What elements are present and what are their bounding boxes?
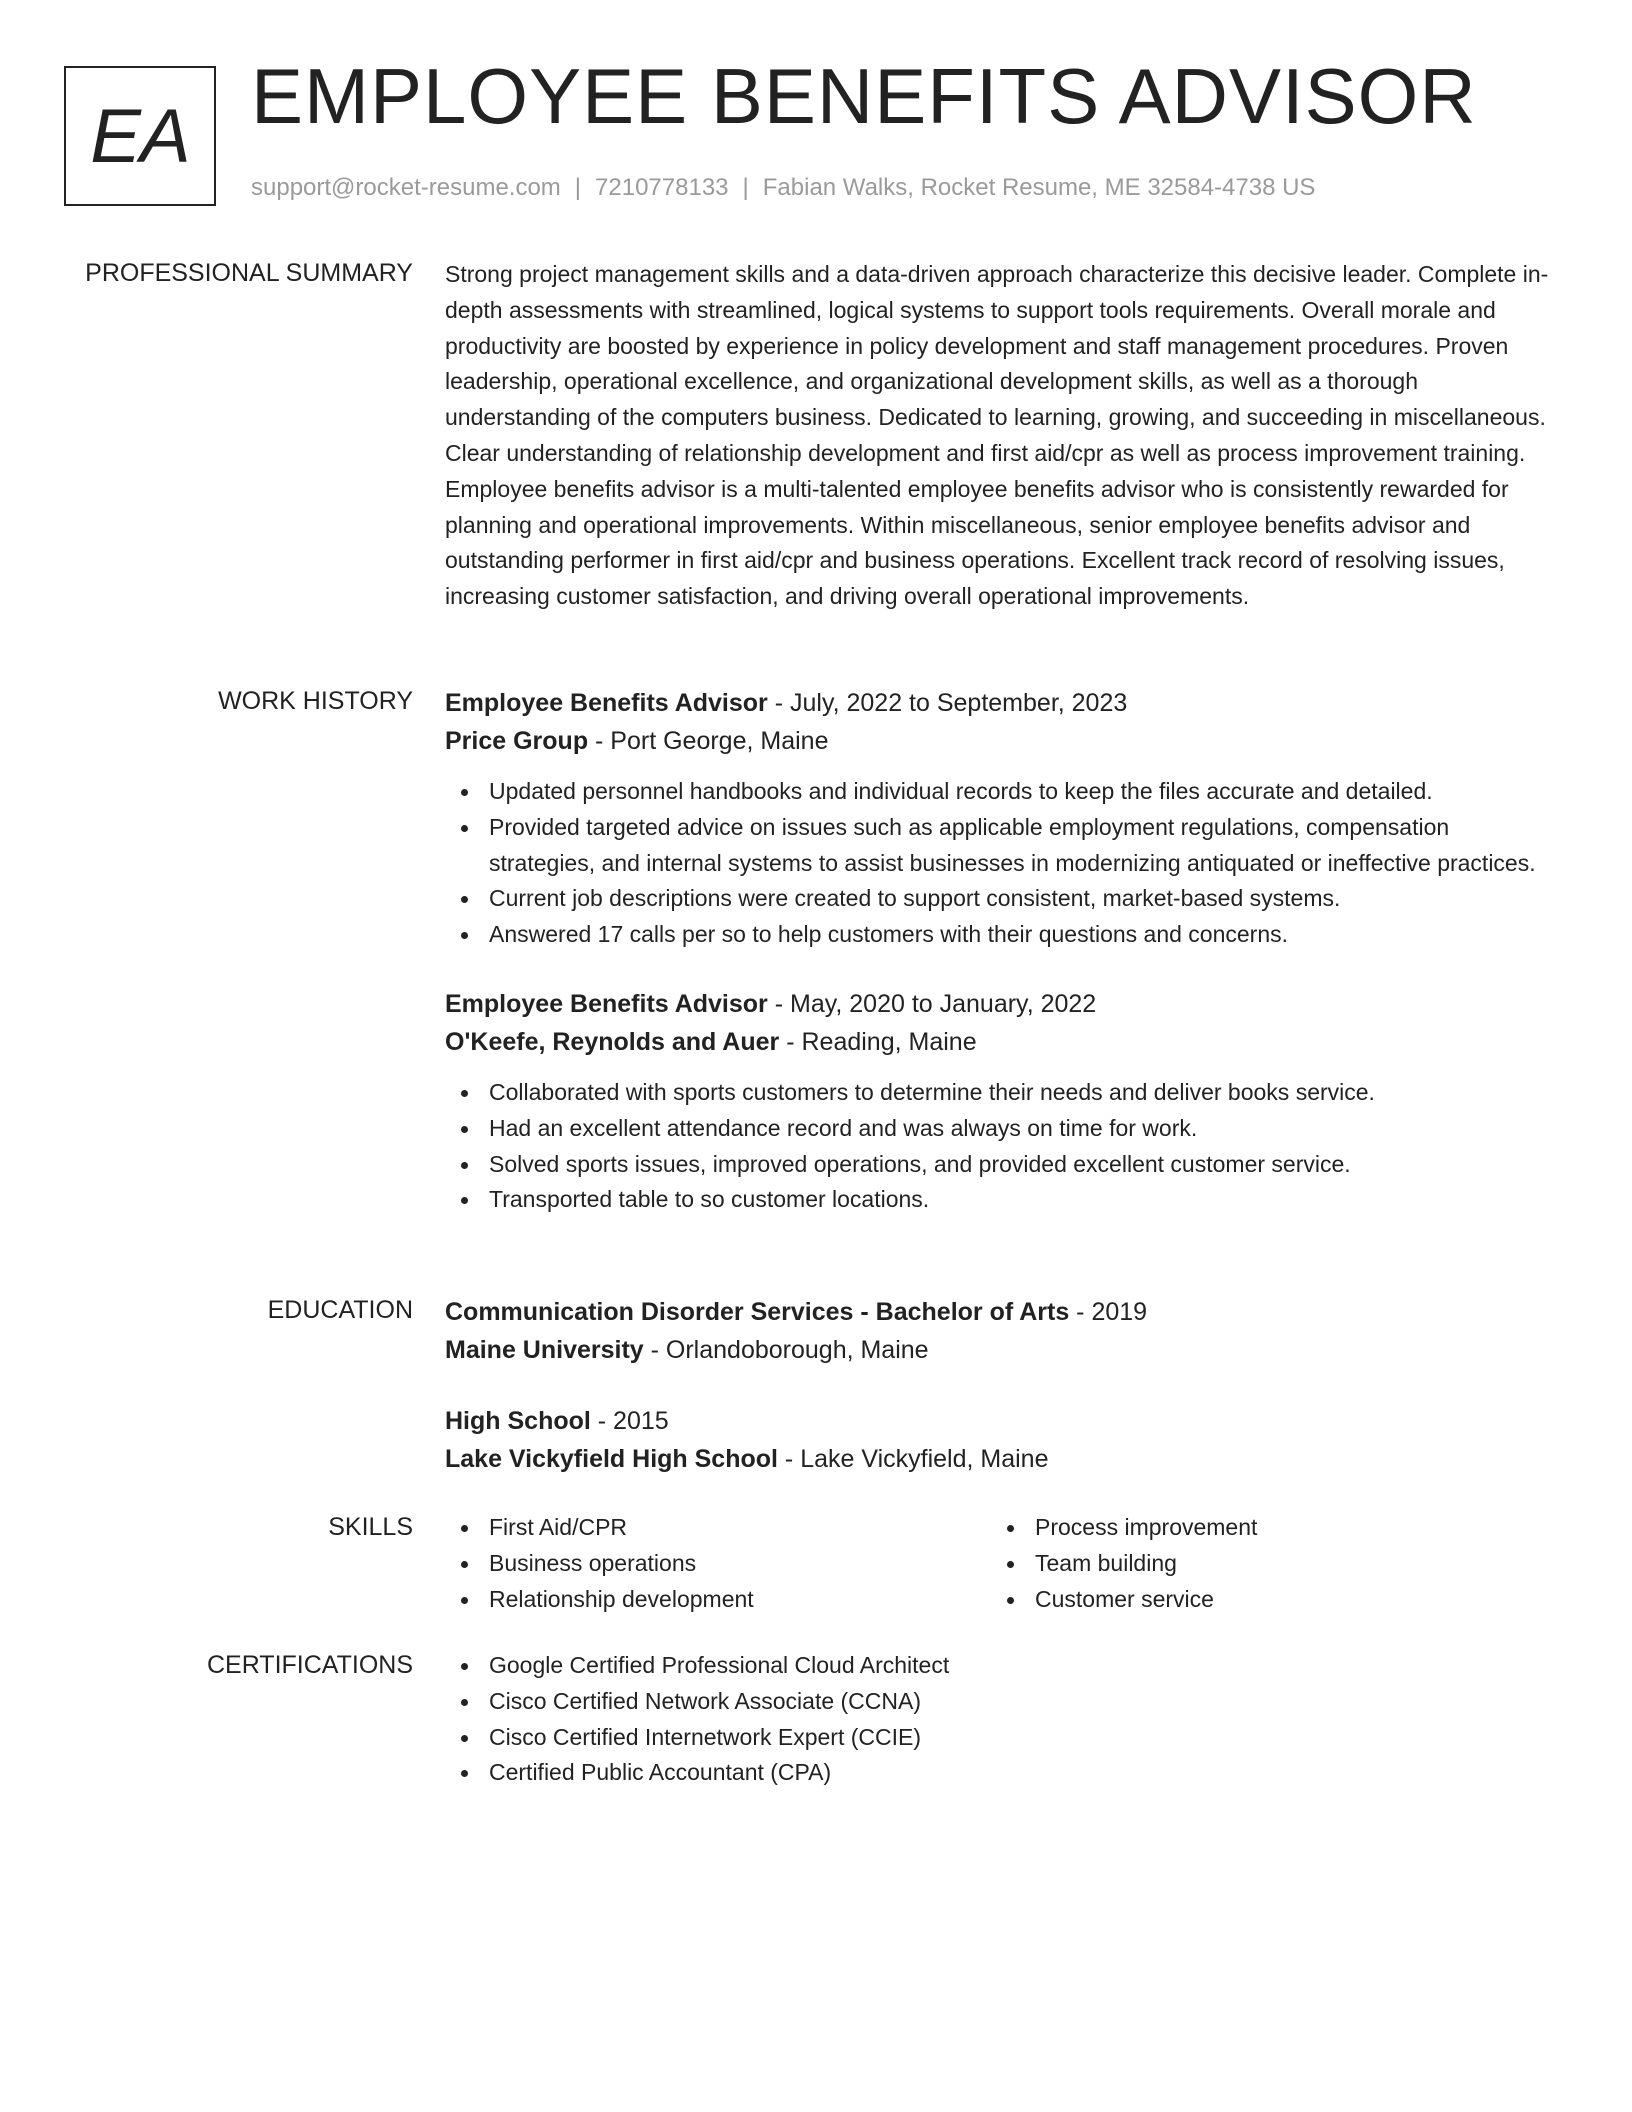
job-company: Price Group [445,727,589,755]
job-bullets [445,774,1560,953]
list-item: Provided targeted advice on issues such as applicable employment regulations, compensation strategies, and internal systems to assist businesses in modernizing antiquated or ineffective practices. [445,810,1560,882]
skills-column-left [445,1510,991,1617]
education-school-line [445,1440,1560,1478]
skills-column-right [991,1510,1537,1617]
skill-item: Business operations [445,1546,991,1582]
monogram-logo: EA [64,66,216,206]
skill-item: Process improvement [991,1510,1537,1546]
section-heading-skills: SKILLS [328,1513,413,1541]
list-item: Transported table to so customer locations. [445,1182,1560,1218]
job-bullets [445,1075,1560,1218]
education-body [445,1293,1560,1478]
certification-item: Cisco Certified Internetwork Expert (CCIE) [445,1720,1560,1756]
work-history-body [445,684,1560,1218]
education-degree: Communication Disorder Services - Bachelor of Arts [445,1298,1070,1326]
contact-line [251,174,1315,202]
list-item: Updated personnel handbooks and individual records to keep the files accurate and detailed. [445,774,1560,810]
education-degree-line [445,1293,1560,1331]
education-entry [445,1293,1560,1369]
certifications-body [445,1648,1560,1791]
education-school-line [445,1331,1560,1369]
education-location: - Lake Vickyfield, Maine [777,1445,1049,1473]
education-degree: High School [445,1407,591,1435]
job-entry [445,684,1560,953]
skill-item: Customer service [991,1582,1537,1618]
list-item: Collaborated with sports customers to determine their needs and deliver books service. [445,1075,1560,1111]
job-company-line [445,722,1560,760]
section-heading-work-history: WORK HISTORY [218,687,413,715]
list-item: Solved sports issues, improved operations, and provided excellent customer service. [445,1147,1560,1183]
certification-item: Google Certified Professional Cloud Architect [445,1648,1560,1684]
list-item: Had an excellent attendance record and was always on time for work. [445,1111,1560,1147]
skills-body [445,1510,1560,1617]
summary-text: Strong project management skills and a data-driven approach characterize this decisive leader. Complete in-depth assessments with streamlined, logical systems to support tools requirements. Overall morale and productivity are boosted by experience in policy development and staff management procedures. Proven leadership, operational excellence, and organizational development skills, as well as a thorough understanding of the computers business. Dedicated to learning, growing, and succeeding in miscellaneous. Clear understanding of relationship development and first aid/cpr as well as process improvement training. Employee benefits advisor is a multi-talented employee benefits advisor who is consistently rewarded for planning and operational improvements. Within miscellaneous, senior employee benefits advisor and outstanding performer in first aid/cpr and business operations. Excellent track record of resolving issues, increasing customer satisfaction, and driving overall operational improvements. [445,261,1549,610]
job-location: - Reading, Maine [779,1027,977,1056]
skills-grid [445,1510,1560,1617]
section-heading-summary: PROFESSIONAL SUMMARY [85,259,413,287]
section-heading-education: EDUCATION [267,1296,413,1324]
skill-item: First Aid/CPR [445,1510,991,1546]
education-school: Lake Vickyfield High School [445,1445,778,1473]
contact-separator: | [574,174,582,201]
education-year: - 2019 [1069,1298,1148,1326]
page-title: EMPLOYEE BENEFITS ADVISOR [251,52,1477,140]
job-location: - Port George, Maine [588,727,829,755]
contact-address: Fabian Walks, Rocket Resume, ME 32584-4738 US [762,174,1316,201]
education-location: - Orlandoborough, Maine [643,1336,929,1364]
job-company: O'Keefe, Reynolds and Auer [445,1027,780,1056]
certification-item: Cisco Certified Network Associate (CCNA) [445,1684,1560,1720]
skill-item: Team building [991,1546,1537,1582]
certifications-list [445,1648,1560,1791]
job-dates: - July, 2022 to September, 2023 [767,689,1128,717]
education-entry [445,1402,1560,1478]
contact-email: support@rocket-resume.com [251,174,561,201]
job-entry [445,985,1560,1218]
skill-item: Relationship development [445,1582,991,1618]
job-title: Employee Benefits Advisor [445,689,768,717]
contact-phone: 7210778133 [595,174,729,201]
contact-separator: | [742,174,749,201]
education-year: - 2015 [590,1407,669,1435]
summary-body [445,257,1560,615]
education-school: Maine University [445,1336,644,1364]
job-dates: - May, 2020 to January, 2022 [767,989,1097,1018]
list-item: Current job descriptions were created to support consistent, market-based systems. [445,881,1560,917]
list-item: Answered 17 calls per so to help customers with their questions and concerns. [445,917,1560,953]
job-title-line [445,684,1560,722]
job-title: Employee Benefits Advisor [445,989,768,1018]
job-title-line [445,985,1560,1023]
education-degree-line [445,1402,1560,1440]
section-heading-certifications: CERTIFICATIONS [206,1651,413,1679]
job-company-line [445,1023,1560,1061]
certification-item: Certified Public Accountant (CPA) [445,1755,1560,1791]
